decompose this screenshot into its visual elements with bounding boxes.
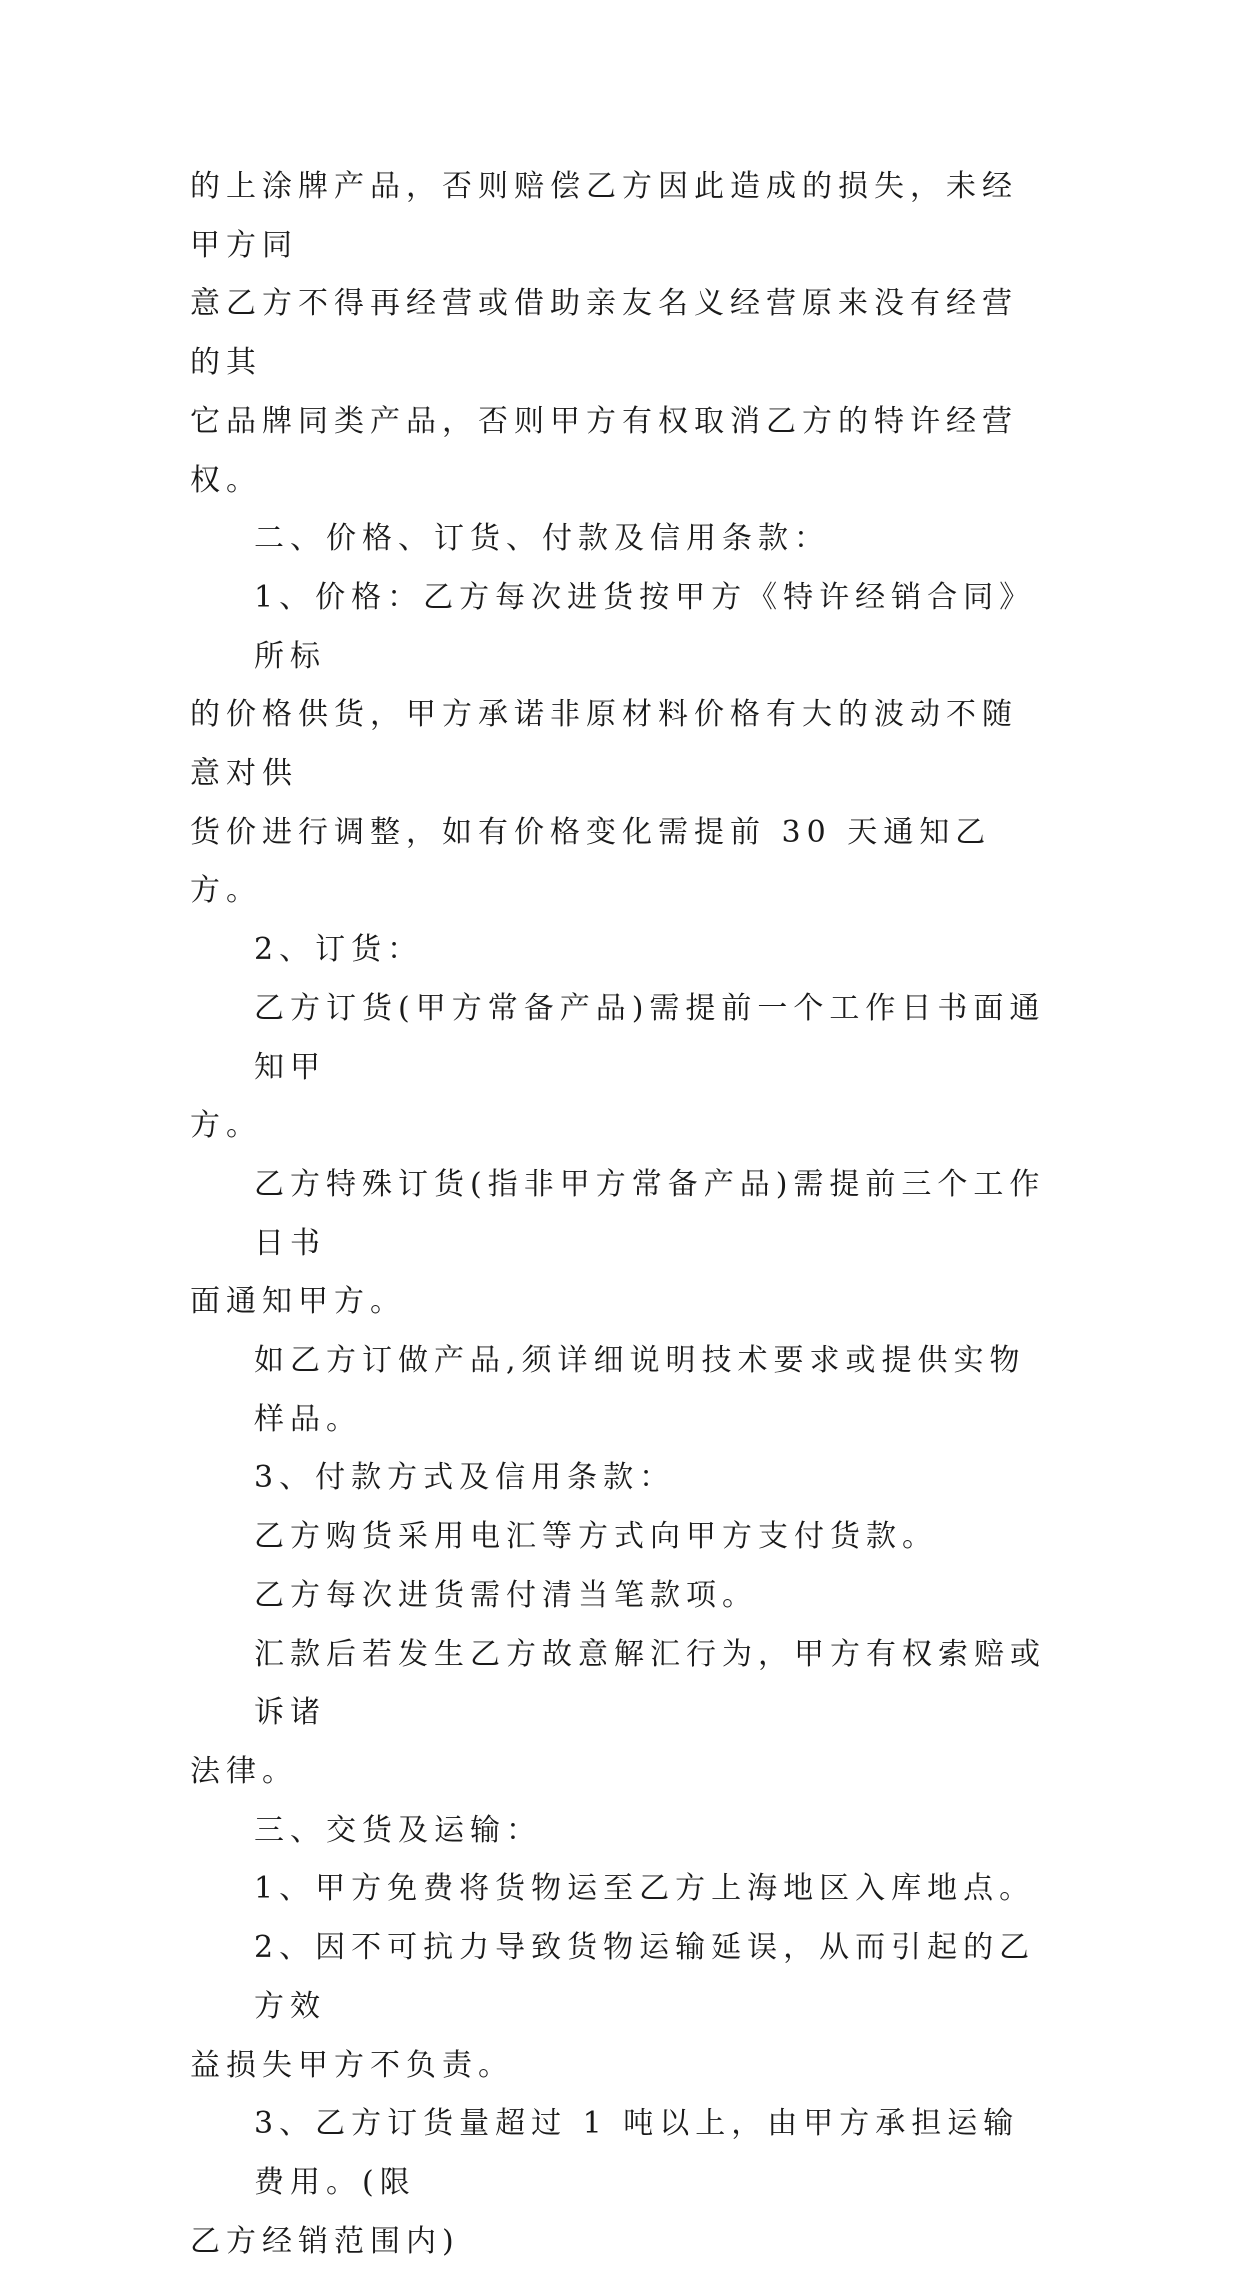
document-line: 乙方每次进货需付清当笔款项。	[254, 1577, 758, 1613]
document-line: 乙方订货(甲方常备产品)需提前一个工作日书面通知甲	[254, 990, 1046, 1085]
document-line: 乙方购货采用电汇等方式向甲方支付货款。	[254, 1519, 938, 1555]
document-line: 的价格供货，甲方承诺非原材料价格有大的波动不随意对供	[190, 697, 1018, 792]
document-line: 面通知甲方。	[190, 1284, 406, 1320]
document-line: 乙方特殊订货(指非甲方常备产品)需提前三个工作日书	[254, 1166, 1046, 1261]
document-line: 2、订货：	[254, 932, 424, 968]
document-body	[190, 158, 1050, 2271]
document-line: 三、交货及运输：	[254, 1812, 542, 1848]
document-line: 2、因不可抗力导致货物运输延误，从而引起的乙方效	[254, 1930, 1036, 2024]
document-line: 3、乙方订货量超过 1 吨以上，由甲方承担运输费用。(限	[254, 2106, 1020, 2200]
document-line: 如乙方订做产品,须详细说明技术要求或提供实物样品。	[254, 1343, 1026, 1437]
document-line: 它品牌同类产品，否则甲方有权取消乙方的特许经营权。	[190, 403, 1018, 498]
document-line: 二、价格、订货、付款及信用条款：	[254, 521, 830, 557]
document-line: 方。	[190, 1108, 262, 1144]
document-line: 货价进行调整，如有价格变化需提前 30 天通知乙方。	[190, 814, 992, 909]
document-line: 3、付款方式及信用条款：	[254, 1460, 676, 1496]
document-line: 的上涂牌产品，否则赔偿乙方因此造成的损失，未经甲方同	[190, 169, 1018, 263]
document-line: 汇款后若发生乙方故意解汇行为，甲方有权索赔或诉诸	[254, 1636, 1046, 1731]
document-line: 1、甲方免费将货物运至乙方上海地区入库地点。	[254, 1871, 1036, 1907]
document-line: 法律。	[190, 1753, 298, 1789]
document-line: 益损失甲方不负责。	[190, 2047, 514, 2083]
document-line: 1、价格：乙方每次进货按甲方《特许经销合同》所标	[254, 579, 1036, 674]
document-line: 意乙方不得再经营或借助亲友名义经营原来没有经营的其	[190, 286, 1018, 381]
document-line: 乙方经销范围内)	[190, 2223, 460, 2259]
